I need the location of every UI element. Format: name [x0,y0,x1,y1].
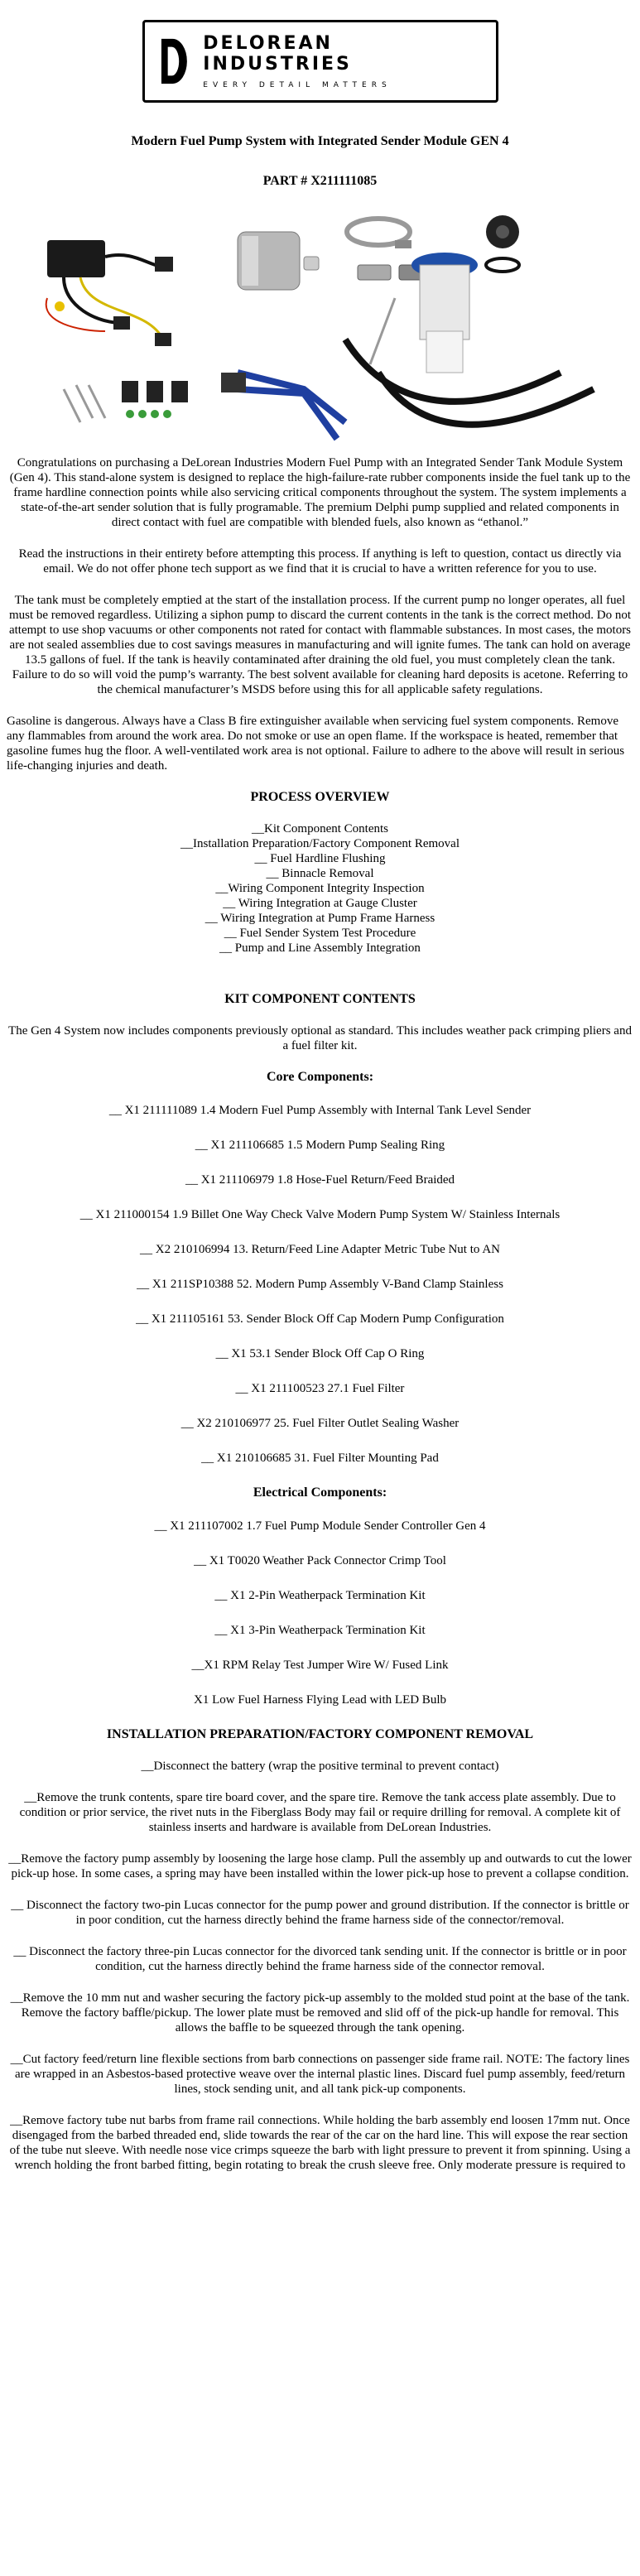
list-item: __ X1 53.1 Sender Block Off Cap O Ring [215,1347,425,1360]
crimp-tool-image [221,373,345,439]
fuel-filter-image [238,232,319,290]
list-item: __ Fuel Hardline Flushing [254,852,386,865]
intro-paragraph: The tank must be completely emptied at the start of the installation process. If the current pump no longer operates, all fuel must be removed regardless. Utilizing a siphon pump to discard the current contents in the tank is the correct method. Do not attempt to use shop vacuums or other components not rated for contact with flammable substances. In most cases, the motors are not sealed assemblies due to cost savings measures in manufacturing and will ignite fumes. The tank can hold on average 13.5 gallons of fuel. If the tank is heavily contaminated after draining the old fuel, you must completely clean the tank. Failure to do so will void the pump’s warranty. The best solvent available for cleaning hard deposits is acetone. Referring to the chemical manufacturer’s MSDS before using this for all applicable safety regulations. [8,594,632,696]
list-item: __ X1 211SP10388 52. Modern Pump Assembly V-Band Clamp Stainless [137,1278,503,1291]
kit-contents-intro: The Gen 4 System now includes components previously optional as standard. This includes weather pack crimping pliers and a fuel filter kit. [8,1024,632,1052]
brand-tagline: EVERY DETAIL MATTERS [203,81,392,89]
install-step: __Cut factory feed/return line flexible sections from barb connections on passenger side frame rail. NOTE: The factory lines are wrapped in an Asbestos-based protective weave over the internal plastic lines. Discard fuel pump assembly, feed/return lines, stock sending unit, and all tank pick-up components. [10,2053,630,2096]
install-step: __Remove the factory pump assembly by loosening the large hose clamp. Pull the assembly up and outwards to cut the lower pick-up hose. In some cases, a spring may have been installed within the lower pick-up hose to prevent a collapse condition. [8,1852,632,1880]
list-item: __ Fuel Sender System Test Procedure [224,927,416,940]
list-item: __ X1 211111089 1.4 Modern Fuel Pump Assembly with Internal Tank Level Sender [108,1104,532,1117]
safety-paragraph: Gasoline is dangerous. Always have a Class B fire extinguisher available when servicing fuel system components. Remove any flammables from around the work area. Do not smoke or use an open flame. If the workspace is heated, remember that gasoline fumes hug the floor. A well-ventilated work area is not optional. Failure to adhere to the above will result in serious life-changing injuries and death. [7,715,625,773]
page-title: Modern Fuel Pump System with Integrated Sender Module GEN 4 [131,134,509,148]
sender-cap-image [486,215,519,272]
brand-logo [142,20,498,103]
electrical-components-heading: Electrical Components: [253,1485,387,1500]
part-number: PART # X211111085 [262,174,378,188]
list-item: __Kit Component Contents [252,822,388,835]
list-item: __ X1 T0020 Weather Pack Connector Crimp Tool [194,1554,446,1567]
process-overview-list [7,821,633,956]
brand-d-icon [160,36,189,86]
list-item: __ X1 210106685 31. Fuel Filter Mounting Pad [201,1452,439,1465]
header-logo-area [0,0,640,103]
install-step: __Disconnect the battery (wrap the positive terminal to prevent contact) [141,1760,499,1773]
list-item: X1 Low Fuel Harness Flying Lead with LED Bulb [194,1693,446,1707]
process-overview-heading: PROCESS OVERVIEW [250,790,390,804]
kit-contents-heading: KIT COMPONENT CONTENTS [224,992,416,1006]
braided-hoses-image [345,339,594,425]
list-item: __ Binnacle Removal [266,867,374,880]
install-step: __ Disconnect the factory three-pin Lucas connector for the divorced tank sending unit. If the connector is brittle or in poor condition, cut the harness directly behind the frame harness side of the connector removal. [13,1945,627,1973]
install-step: __Remove the 10 mm nut and washer securing the factory pick-up assembly to the molded stud point at the base of the tank. Remove the factory baffle/pickup. The lower plate must be removed and slid off of the pick-up handle for removal. This allows the baffle to be squeezed through the tank opening. [10,1991,630,2034]
v-band-clamp-image [347,219,411,248]
list-item: __ X2 210106994 13. Return/Feed Line Adapter Metric Tube Nut to AN [140,1243,500,1256]
install-step: __ Disconnect the factory two-pin Lucas connector for the pump power and ground distribution. If the connector is brittle or in poor condition, cut the harness directly behind the frame harness side of the connector/removal. [11,1899,629,1927]
sender-controller-module-image [46,240,172,346]
list-item: __ X1 211105161 53. Sender Block Off Cap Modern Pump Configuration [136,1312,504,1326]
list-item: __ X1 211000154 1.9 Billet One Way Check Valve Modern Pump System W/ Stainless Internals [79,1208,561,1221]
intro-paragraph: Congratulations on purchasing a DeLorean Industries Modern Fuel Pump with an Integrated Sender Tank Module System (Gen 4). This stand-alone system is designed to replace the high-failure-rate rubber components inside the fuel tank up to the frame hardline connection points while also servicing critical components throughout the system. The system implements a state-of-the-art sender solution that is fully programable. The premium Delphi pump supplied and related components in direct contact with fuel are compatible with blended fuels, also known as “ethanol.” [9,456,631,529]
install-step: __Remove the trunk contents, spare tire board cover, and the spare tire. Remove the tank access plate assembly. Due to condition or prior service, the rivet nuts in the Fiberglass Body may fail or require drilling for removal. A complete kit of stainless inserts and hardware is available from DeLorean Industries. [19,1791,621,1834]
list-item: __ X1 211107002 1.7 Fuel Pump Module Sender Controller Gen 4 [154,1519,486,1533]
list-item: __ X1 3-Pin Weatherpack Termination Kit [214,1624,426,1637]
installation-heading: INSTALLATION PREPARATION/FACTORY COMPONENT REMOVAL [106,1727,534,1741]
install-step: __Remove factory tube nut barbs from frame rail connections. While holding the barb assembly end loosen 17mm nut. Once disengaged from the barbed threaded end, slide towards the rear of the car on the hard line. This will expose the rear section of the tube nut sleeve. With needle nose vice crimps squeeze the barb with light pressure to prevent it from spinning. Using a wrench holding the front barbed fitting, begin rotating to break the crush sleeve free. Only moderate pressure is required to [9,2114,631,2172]
list-item: __ Wiring Integration at Pump Frame Harness [205,912,435,925]
list-item: __Installation Preparation/Factory Component Removal [180,837,460,850]
list-item: __ X1 211100523 27.1 Fuel Filter [235,1382,405,1395]
list-item: __X1 RPM Relay Test Jumper Wire W/ Fused Link [191,1659,449,1672]
list-item: __ Pump and Line Assembly Integration [219,941,421,955]
list-item: __ X2 210106977 25. Fuel Filter Outlet Sealing Washer [180,1417,460,1430]
core-components-heading: Core Components: [266,1070,374,1084]
document-body [0,455,640,2173]
list-item: __ X1 2-Pin Weatherpack Termination Kit [214,1589,426,1602]
list-item: __ Wiring Integration at Gauge Cluster [223,897,417,910]
brand-name: DELOREAN INDUSTRIES [203,33,352,75]
list-item: __Wiring Component Integrity Inspection [215,882,425,895]
intro-paragraph: Read the instructions in their entirety before attempting this process. If anything is left to question, contact us directly via email. We do not offer phone tech support as we find that it is crucial to have a written reference for you to use. [18,547,622,575]
list-item: __ X1 211106979 1.8 Hose-Fuel Return/Feed Braided [185,1173,455,1187]
list-item: __ X1 211106685 1.5 Modern Pump Sealing Ring [195,1139,445,1152]
product-kit-photo [31,207,610,455]
weatherpack-connectors-image [64,381,188,422]
